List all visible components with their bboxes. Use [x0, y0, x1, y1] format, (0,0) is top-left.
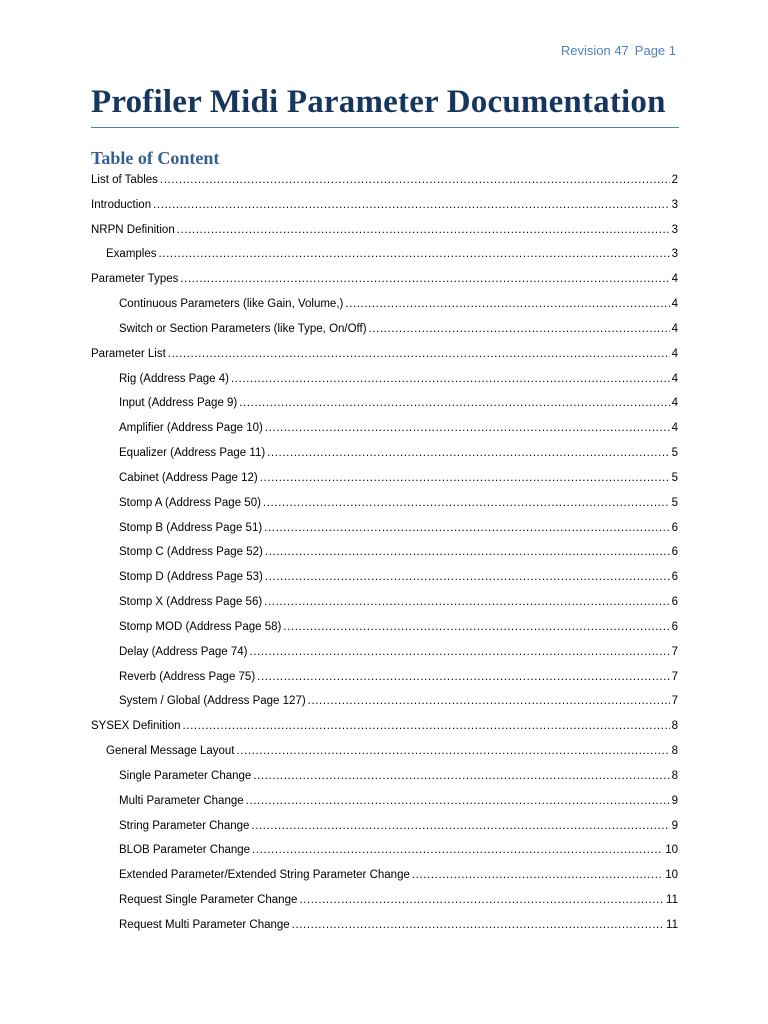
toc-entry-label: Multi Parameter Change	[119, 794, 244, 807]
toc-entry-page-number: 3	[671, 198, 678, 211]
document-title: Profiler Midi Parameter Documentation	[91, 84, 679, 128]
toc-heading: Table of Content	[91, 148, 220, 168]
toc-entry-label: Parameter List	[91, 347, 166, 360]
toc-entry[interactable]	[91, 468, 678, 493]
toc-dot-leader	[299, 890, 664, 910]
toc-entry-page-number: 5	[671, 496, 678, 509]
toc-entry-label: Reverb (Address Page 75)	[119, 670, 256, 683]
page-number-label: Page 1	[634, 43, 676, 58]
toc-entry-label: String Parameter Change	[119, 819, 250, 832]
toc-entry[interactable]	[91, 418, 678, 443]
toc-dot-leader	[345, 294, 669, 314]
toc-dot-leader	[168, 344, 670, 364]
toc-entry[interactable]	[91, 791, 678, 816]
toc-entry[interactable]	[91, 369, 678, 394]
toc-entry[interactable]	[91, 865, 678, 890]
toc-entry-label: Extended Parameter/Extended String Parameter Change	[119, 869, 410, 882]
toc-entry[interactable]	[91, 890, 678, 915]
toc-entry[interactable]	[91, 840, 678, 865]
toc-entry-page-number: 10	[665, 869, 678, 882]
toc-entry-page-number: 6	[671, 571, 678, 584]
toc-entry-label: Stomp D (Address Page 53)	[119, 571, 263, 584]
toc-entry-label: Examples	[106, 248, 157, 261]
toc-dot-leader	[251, 816, 669, 836]
toc-entry-page-number: 4	[671, 298, 678, 311]
toc-entry-label: Request Multi Parameter Change	[119, 918, 290, 931]
toc-entry-page-number: 11	[666, 894, 678, 907]
toc-entry[interactable]	[91, 716, 678, 741]
toc-dot-leader	[239, 393, 669, 413]
toc-dot-leader	[183, 716, 670, 736]
toc-entry-label: Stomp A (Address Page 50)	[119, 496, 261, 509]
toc-dot-leader	[180, 269, 669, 289]
toc-dot-leader	[237, 741, 670, 761]
toc-entry-label: BLOB Parameter Change	[119, 844, 251, 857]
toc-entry[interactable]	[91, 195, 678, 220]
toc-entry-page-number: 6	[671, 521, 678, 534]
toc-dot-leader	[260, 468, 670, 488]
toc-entry-label: Introduction	[91, 198, 152, 211]
toc-entry-page-number: 2	[671, 174, 678, 186]
toc-dot-leader	[265, 567, 670, 587]
toc-entry-label: Amplifier (Address Page 10)	[119, 422, 263, 435]
toc-entry-page-number: 11	[666, 918, 678, 931]
toc-dot-leader	[252, 840, 663, 860]
toc-entry[interactable]	[91, 393, 678, 418]
toc-entry-page-number: 4	[671, 372, 678, 385]
toc-dot-leader	[412, 865, 663, 885]
toc-entry-page-number: 9	[671, 794, 678, 807]
toc-entry-page-number: 9	[671, 819, 678, 832]
toc-dot-leader	[177, 220, 670, 240]
toc-entry-label: Stomp C (Address Page 52)	[119, 546, 263, 559]
toc-dot-leader	[153, 195, 669, 215]
toc-entry[interactable]	[91, 642, 678, 667]
toc-entry-label: List of Tables	[91, 174, 158, 186]
toc-entry-label: Request Single Parameter Change	[119, 894, 298, 907]
toc-entry-label: Stomp MOD (Address Page 58)	[119, 620, 282, 633]
toc-dot-leader	[265, 542, 670, 562]
toc-entry-label: Single Parameter Change	[119, 769, 252, 782]
toc-entry[interactable]	[91, 592, 678, 617]
toc-entry-page-number: 6	[671, 620, 678, 633]
toc-entry[interactable]	[91, 766, 678, 791]
toc-entry-page-number: 6	[671, 596, 678, 609]
toc-entry-page-number: 7	[671, 670, 678, 683]
revision-label: Revision 47	[560, 43, 629, 58]
toc-dot-leader	[246, 791, 670, 811]
toc-dot-leader	[160, 170, 670, 190]
toc-entry-page-number: 3	[671, 223, 678, 236]
toc-entry-label: Input (Address Page 9)	[119, 397, 238, 410]
toc-entry-page-number: 5	[671, 471, 678, 484]
toc-entry[interactable]	[91, 542, 678, 567]
toc-dot-leader	[283, 617, 669, 637]
toc-entry[interactable]	[91, 567, 678, 592]
toc-dot-leader	[253, 766, 669, 786]
toc-entry[interactable]	[91, 244, 678, 269]
toc-entry-label: Rig (Address Page 4)	[119, 372, 229, 385]
toc-entry[interactable]	[91, 816, 678, 841]
table-of-contents	[91, 170, 678, 940]
toc-entry-label: Delay (Address Page 74)	[119, 645, 248, 658]
toc-entry-page-number: 7	[671, 645, 678, 658]
toc-entry[interactable]	[91, 319, 678, 344]
toc-entry-page-number: 8	[671, 769, 678, 782]
toc-entry-label: Parameter Types	[91, 273, 179, 286]
toc-entry-page-number: 4	[671, 273, 678, 286]
toc-entry-page-number: 3	[671, 248, 678, 261]
toc-entry-page-number: 8	[671, 745, 678, 758]
toc-entry[interactable]	[91, 691, 678, 716]
toc-dot-leader	[264, 592, 669, 612]
toc-dot-leader	[265, 418, 670, 438]
toc-entry-label: Stomp B (Address Page 51)	[119, 521, 263, 534]
toc-entry[interactable]	[91, 294, 678, 319]
toc-entry-page-number: 7	[671, 695, 678, 708]
toc-entry-page-number: 8	[671, 720, 678, 733]
toc-entry[interactable]	[91, 220, 678, 245]
toc-entry-label: System / Global (Address Page 127)	[119, 695, 306, 708]
toc-entry-page-number: 4	[671, 422, 678, 435]
toc-entry-label: SYSEX Definition	[91, 720, 181, 733]
page-header	[561, 43, 676, 58]
toc-entry[interactable]	[91, 170, 678, 195]
toc-entry[interactable]	[91, 518, 678, 543]
toc-entry[interactable]	[91, 443, 678, 468]
toc-dot-leader	[231, 369, 670, 389]
toc-dot-leader	[369, 319, 670, 339]
toc-entry-page-number: 10	[665, 844, 678, 857]
toc-entry-label: Cabinet (Address Page 12)	[119, 471, 258, 484]
toc-entry-label: NRPN Definition	[91, 223, 175, 236]
toc-entry-label: Switch or Section Parameters (like Type, On/Off)	[119, 322, 367, 335]
toc-dot-leader	[257, 667, 669, 687]
toc-entry-page-number: 4	[671, 397, 678, 410]
toc-entry-label: General Message Layout	[106, 745, 235, 758]
toc-dot-leader	[292, 915, 664, 935]
toc-entry[interactable]	[91, 667, 678, 692]
toc-entry[interactable]	[91, 493, 678, 518]
toc-entry-label: Continuous Parameters (like Gain, Volume,)	[119, 298, 344, 311]
toc-entry-label: Stomp X (Address Page 56)	[119, 596, 263, 609]
toc-entry-page-number: 4	[671, 322, 678, 335]
toc-entry[interactable]	[91, 269, 678, 294]
toc-entry-page-number: 6	[671, 546, 678, 559]
toc-entry[interactable]	[91, 741, 678, 766]
toc-dot-leader	[264, 518, 669, 538]
toc-dot-leader	[267, 443, 669, 463]
toc-entry[interactable]	[91, 915, 678, 940]
toc-entry-page-number: 5	[671, 447, 678, 460]
toc-dot-leader	[159, 244, 670, 264]
toc-entry-page-number: 4	[671, 347, 678, 360]
toc-entry-label: Equalizer (Address Page 11)	[119, 447, 266, 460]
toc-dot-leader	[263, 493, 670, 513]
toc-entry[interactable]	[91, 344, 678, 369]
toc-entry[interactable]	[91, 617, 678, 642]
toc-dot-leader	[308, 691, 670, 711]
toc-dot-leader	[249, 642, 669, 662]
